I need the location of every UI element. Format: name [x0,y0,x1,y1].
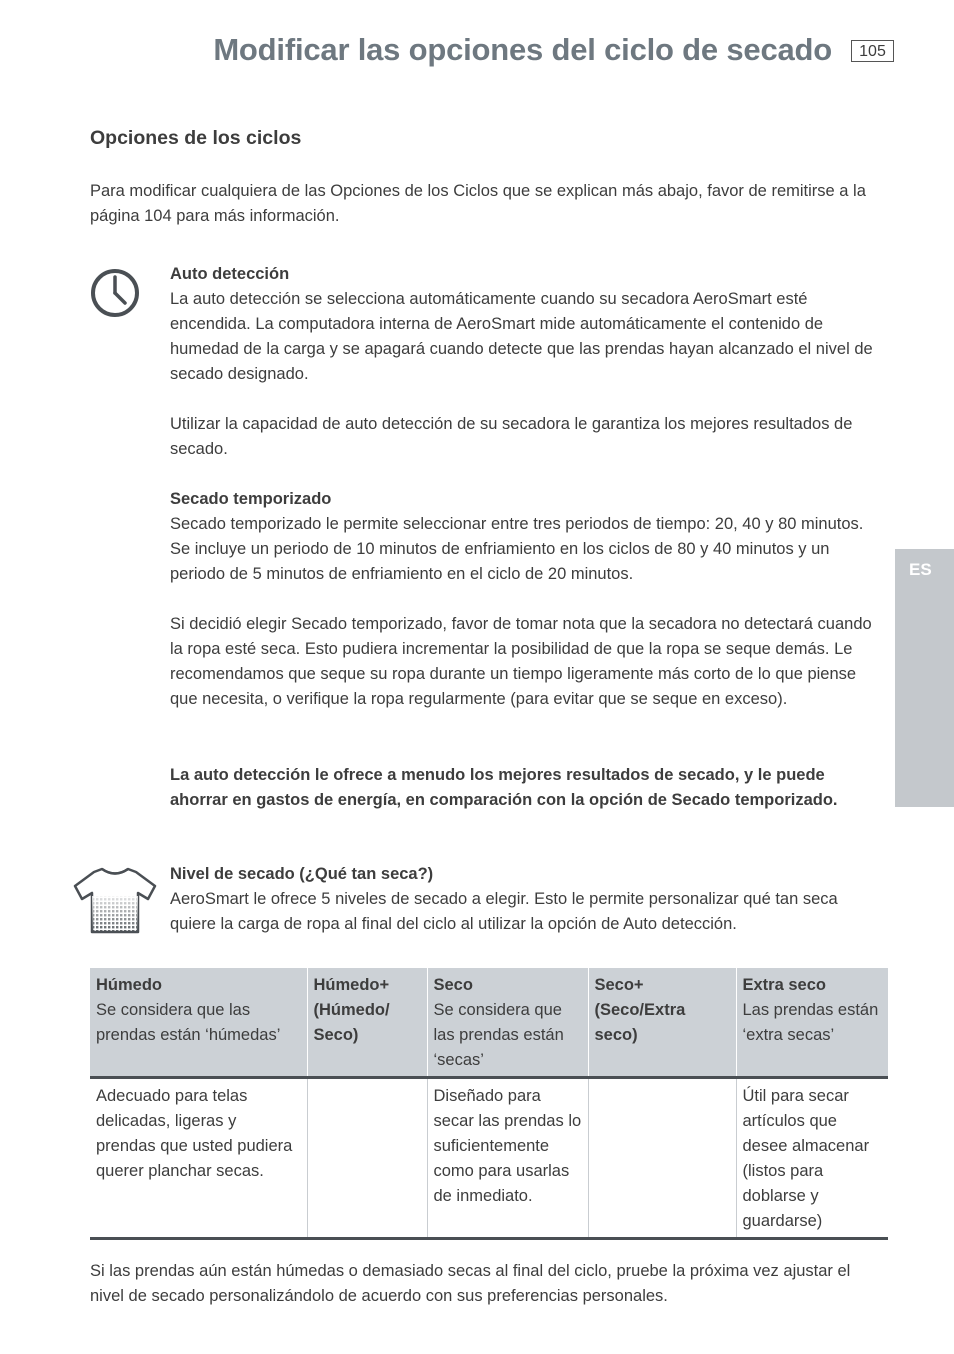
page-title: Modificar las opciones del ciclo de secado [213,32,832,67]
auto-detect-title: Auto detección [170,265,290,283]
table-cell: Diseñado para secar las prendas lo suficientemente como para usarlas de inmediato. [427,1078,588,1239]
table-cell [307,1078,427,1239]
header-title: Seco+ (Seco/Extra seco) [594,976,686,1044]
table-row [90,1078,888,1239]
table-header-row [90,968,888,1078]
footer-paragraph: Si las prendas aún están húmedas o demasiado secas al final del ciclo, pruebe la próxima vez ajustar el nivel de secado personalizándolo de acuerdo con sus preferencias personales. [90,1262,851,1305]
language-tab [895,549,954,807]
timed-dry-title: Secado temporizado [170,490,332,508]
table-header-cell [427,968,588,1078]
header-title: Húmedo+ (Húmedo/ Seco) [313,976,390,1044]
dryness-body: AeroSmart le ofrece 5 niveles de secado a elegir. Esto le permite personalizar qué tan seca quiere la carga de ropa al final del ciclo al utilizar la opción de Auto detección. [170,890,838,933]
timed-dry-body: Secado temporizado le permite seleccionar entre tres periodos de tiempo: 20, 40 y 80 minutos. Se incluye un periodo de 10 minutos de enfriamiento en los ciclos de 80 y 40 minutos y un periodo de 5 minutos de enfriamiento en el ciclo de 20 minutos. [170,515,864,583]
header-desc: Se considera que las prendas están ‘húmedas’ [96,1001,281,1044]
dryness-levels-table [90,968,888,1240]
dryness-title: Nivel de secado (¿Qué tan seca?) [170,865,434,883]
header-desc: Las prendas están ‘extra secas’ [742,1001,879,1044]
timed-dry-body-2: Si decidió elegir Secado temporizado, favor de tomar nota que la secadora no detectará cuando la ropa esté seca. Esto pudiera incrementar la posibilidad de que la ropa se seque demás. Le recomendamos que seque su ropa durante un tiempo ligeramente más corto de lo que piense que necesita, o verifique la ropa regularmente (para evitar que se seque en exceso). [170,615,872,708]
intro-paragraph: Para modificar cualquiera de las Opciones de los Ciclos que se explican más abajo, favor de remitirse a la página 104 para más información. [90,182,866,225]
auto-detect-body-2: Utilizar la capacidad de auto detección de su secadora le garantiza los mejores resultados de secado. [170,415,853,458]
table-cell: Útil para secar artículos que desee almacenar (listos para doblarse y guardarse) [736,1078,888,1239]
header-title: Húmedo [96,976,162,994]
table-header-cell [736,968,888,1078]
timed-dry-note: La auto detección le ofrece a menudo los mejores resultados de secado, y le puede ahorrar en gastos de energía, en comparación con la opción de Secado temporizado. [170,766,838,809]
header-title: Extra seco [742,976,826,994]
table-header-cell [90,968,307,1078]
language-tab-label: ES [909,560,932,579]
table-header-cell [588,968,736,1078]
page-number: 105 [851,40,894,62]
header-desc: Se considera que las prendas están ‘secas’ [433,1001,564,1069]
auto-detect-body: La auto detección se selecciona automáticamente cuando su secadora AeroSmart esté encendida. La computadora interna de AeroSmart mide automáticamente el contenido de humedad de la carga y se apagará cuando detecte que las prendas hayan alcanzado el nivel de secado designado. [170,290,873,383]
table-header-cell [307,968,427,1078]
header-title: Seco [433,976,473,994]
tshirt-icon [72,866,158,936]
clock-icon [88,266,142,320]
table-cell [588,1078,736,1239]
section-heading: Opciones de los ciclos [90,127,302,149]
table-cell: Adecuado para telas delicadas, ligeras y prendas que usted pudiera querer planchar secas. [90,1078,307,1239]
